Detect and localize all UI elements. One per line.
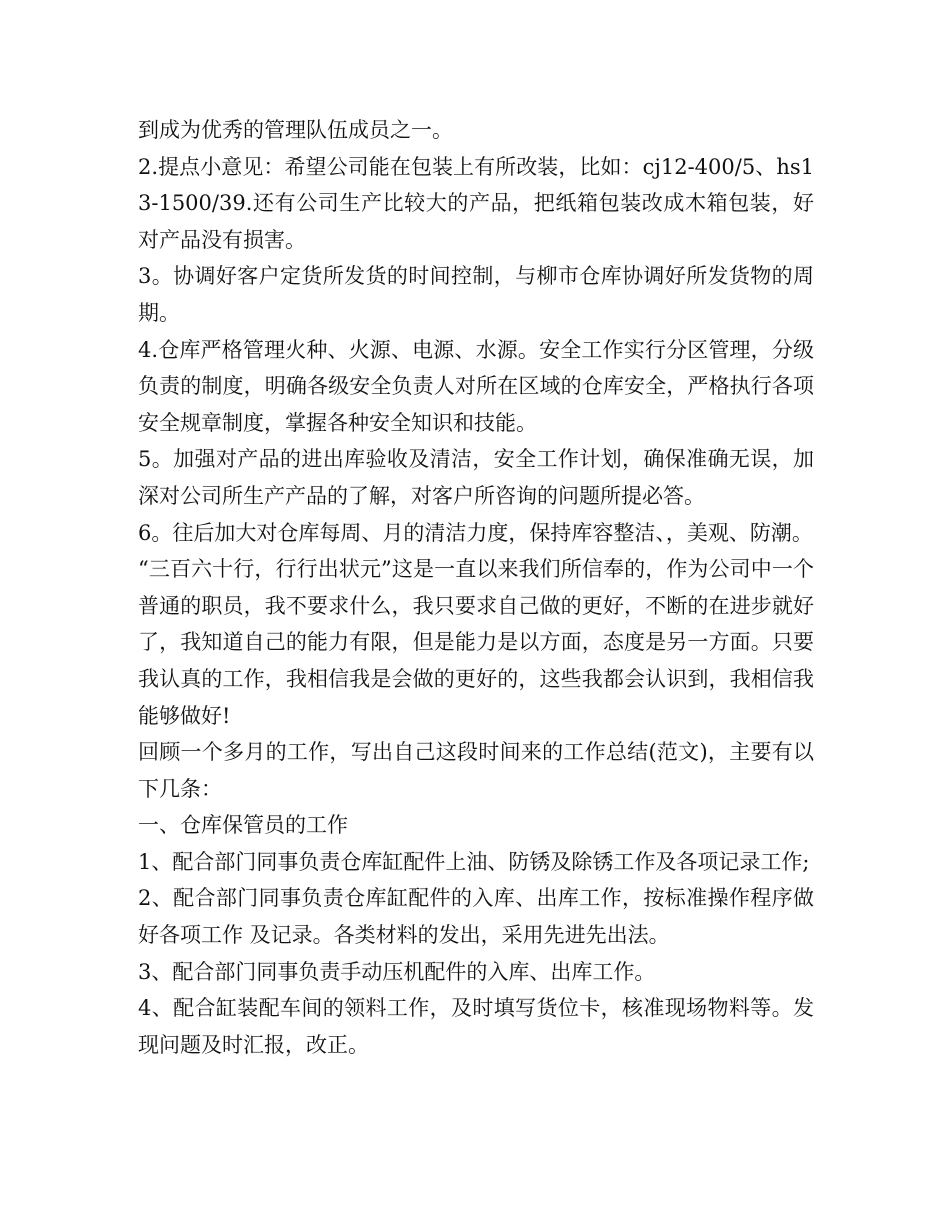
paragraph: 到成为优秀的管理队伍成员之一。 (138, 118, 453, 142)
paragraph: 4、配合缸装配车间的领料工作，及时填写货位卡，核准现场物料等。发现问题及时汇报，改正。 (138, 996, 814, 1057)
section-heading: 一、仓库保管员的工作 (138, 813, 348, 838)
paragraph: “三百六十行，行行出状元”这是一直以来我们所信奉的，作为公司中一个普通的职员，我不要求什么，我只要求自己做的更好，不断的在进步就好了，我知道自己的能力有限，但是能力是以方面，态度是另一方面。只要我认真的工作，我相信我是会做的更好的，这些我都会认识到，我相信我能够做好! (138, 557, 814, 728)
paragraph: 3。协调好客户定货所发货的时间控制，与柳市仓库协调好所发货物的周期。 (138, 264, 814, 325)
paragraph: 3、配合部门同事负责手动压机配件的入库、出库工作。 (138, 959, 656, 984)
paragraph: 2、配合部门同事负责仓库缸配件的入库、出库工作，按标准操作程序做好各项工作 及记录。各类材料的发出，采用先进先出法。 (138, 886, 814, 948)
paragraph: 6。往后加大对仓库每周、月的清洁力度，保持库容整洁、，美观、防潮。 (138, 520, 813, 545)
paragraph: 回顾一个多月的工作，写出自己这段时间来的工作总结(范文)，主要有以下几条： (138, 740, 814, 801)
paragraph: 1、配合部门同事负责仓库缸配件上油、防锈及除锈工作及各项记录工作; (138, 849, 810, 874)
document-body (138, 112, 814, 1063)
paragraph: 5。加强对产品的进出库验收及清洁，安全工作计划，确保准确无误，加深对公司所生产产品的了解，对客户所咨询的问题所提必答。 (138, 447, 814, 508)
paragraph: 4.仓库严格管理火种、火源、电源、水源。安全工作实行分区管理，分级负责的制度，明确各级安全负责人对所在区域的仓库安全，严格执行各项安全规章制度，掌握各种安全知识和技能。 (138, 337, 814, 435)
paragraph: 2.提点小意见：希望公司能在包装上有所改装，比如：cj12-400/5、hs13-1500/39.还有公司生产比较大的产品，把纸箱包装改成木箱包装，好对产品没有损害。 (138, 154, 814, 252)
